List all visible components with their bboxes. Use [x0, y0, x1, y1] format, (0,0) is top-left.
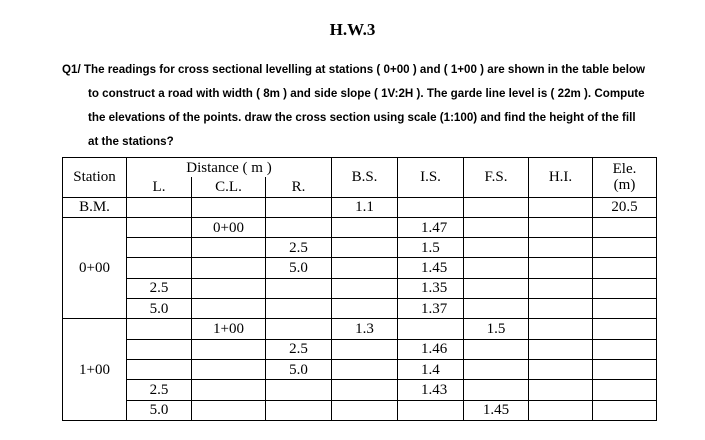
cell-hi	[529, 299, 593, 319]
cell-hi	[529, 217, 593, 237]
page-title: H.W.3	[329, 20, 376, 39]
cell-ele	[593, 278, 657, 298]
header-is: I.S.	[398, 158, 464, 198]
cell-fs	[464, 339, 529, 359]
cell-is	[398, 197, 464, 217]
cell-fs	[464, 258, 529, 278]
cell-r: 5.0	[266, 258, 332, 278]
header-bs: B.S.	[332, 158, 398, 198]
cell-cl	[192, 380, 266, 400]
cell-cl	[192, 238, 266, 258]
cell-ele	[593, 238, 657, 258]
header-right: R.	[266, 177, 332, 197]
cell-hi	[529, 319, 593, 339]
cell-fs	[464, 238, 529, 258]
cell-fs	[464, 299, 529, 319]
cell-is: 1.37	[398, 299, 464, 319]
bm-ele: 20.5	[593, 197, 657, 217]
cell-r: 2.5	[266, 339, 332, 359]
cell-bs	[332, 258, 398, 278]
cell-hi	[529, 278, 593, 298]
header-ele-line2: (m)	[613, 177, 636, 194]
table-row-bm	[63, 197, 657, 217]
cell-bs	[332, 400, 398, 420]
cell-l: 2.5	[127, 380, 192, 400]
table-row	[63, 339, 657, 359]
header-left: L.	[127, 177, 192, 197]
cell-is: 1.4	[398, 359, 464, 379]
table-row	[63, 217, 657, 237]
cell-r: 5.0	[266, 359, 332, 379]
cell-r	[266, 278, 332, 298]
cell-cl	[192, 359, 266, 379]
cell-r	[266, 197, 332, 217]
cell-is: 1.43	[398, 380, 464, 400]
header-ele	[593, 158, 657, 198]
table-row	[63, 258, 657, 278]
cell-fs: 1.45	[464, 400, 529, 420]
cell-bs	[332, 359, 398, 379]
cell-l: 5.0	[127, 299, 192, 319]
cell-l	[127, 359, 192, 379]
cell-cl	[192, 339, 266, 359]
table-row	[63, 238, 657, 258]
table-row	[63, 278, 657, 298]
cell-l	[127, 258, 192, 278]
header-distance-label: Distance ( m )	[186, 159, 272, 176]
cell-bs	[332, 278, 398, 298]
cell-l	[127, 339, 192, 359]
cell-r	[266, 319, 332, 339]
cell-ele	[593, 319, 657, 339]
cell-l	[127, 319, 192, 339]
cell-bs	[332, 380, 398, 400]
cell-r	[266, 217, 332, 237]
cell-cl: 1+00	[192, 319, 266, 339]
question-line-3: the elevations of the points. draw the cross section using scale (1:100) and find the height of the fill	[88, 111, 636, 124]
cell-is: 1.35	[398, 278, 464, 298]
cell-bs	[332, 217, 398, 237]
cell-hi	[529, 380, 593, 400]
cell-fs	[464, 197, 529, 217]
cell-l: 2.5	[127, 278, 192, 298]
cell-ele	[593, 400, 657, 420]
cell-l	[127, 197, 192, 217]
cell-is: 1.45	[398, 258, 464, 278]
cell-cl	[192, 400, 266, 420]
bm-station: B.M.	[63, 197, 127, 217]
question-line-2: to construct a road with width ( 8m ) and side slope ( 1V:2H ). The garde line level is ( 22m ). Compute	[88, 87, 645, 100]
cell-l	[127, 238, 192, 258]
cell-ele	[593, 299, 657, 319]
question-line-1: Q1/ The readings for cross sectional levelling at stations ( 0+00 ) and ( 1+00 ) are shown in the table below	[62, 63, 646, 76]
cell-r	[266, 299, 332, 319]
cell-l: 5.0	[127, 400, 192, 420]
levelling-table	[62, 157, 657, 421]
cell-fs	[464, 359, 529, 379]
cell-fs	[464, 380, 529, 400]
cell-is	[398, 400, 464, 420]
cell-l	[127, 217, 192, 237]
cell-r: 2.5	[266, 238, 332, 258]
cell-fs: 1.5	[464, 319, 529, 339]
cell-r	[266, 380, 332, 400]
cell-hi	[529, 238, 593, 258]
question-line-4: at the stations?	[88, 135, 174, 148]
question-text	[62, 58, 672, 154]
cell-ele	[593, 217, 657, 237]
cell-ele	[593, 380, 657, 400]
cell-cl	[192, 278, 266, 298]
station-0-name: 0+00	[63, 217, 127, 318]
bm-bs: 1.1	[332, 197, 398, 217]
header-ele-line1: Ele.	[612, 161, 637, 178]
cell-is: 1.47	[398, 217, 464, 237]
cell-fs	[464, 278, 529, 298]
header-center: C.L.	[192, 177, 266, 197]
header-fs: F.S.	[464, 158, 529, 198]
table-row	[63, 359, 657, 379]
cell-is: 1.5	[398, 238, 464, 258]
table-row	[63, 299, 657, 319]
table-row	[63, 400, 657, 420]
station-1-name: 1+00	[63, 319, 127, 420]
cell-fs	[464, 217, 529, 237]
cell-hi	[529, 400, 593, 420]
cell-bs	[332, 238, 398, 258]
header-distance	[127, 158, 332, 178]
cell-ele	[593, 339, 657, 359]
table-row	[63, 380, 657, 400]
cell-hi	[529, 197, 593, 217]
cell-bs: 1.3	[332, 319, 398, 339]
table-row	[63, 319, 657, 339]
cell-is	[398, 319, 464, 339]
cell-cl: 0+00	[192, 217, 266, 237]
cell-cl	[192, 299, 266, 319]
cell-is: 1.46	[398, 339, 464, 359]
cell-hi	[529, 339, 593, 359]
cell-ele	[593, 258, 657, 278]
cell-ele	[593, 359, 657, 379]
cell-bs	[332, 299, 398, 319]
cell-hi	[529, 258, 593, 278]
cell-hi	[529, 359, 593, 379]
cell-r	[266, 400, 332, 420]
header-hi: H.I.	[529, 158, 593, 198]
cell-cl	[192, 197, 266, 217]
cell-bs	[332, 339, 398, 359]
header-station: Station	[63, 158, 127, 198]
cell-cl	[192, 258, 266, 278]
